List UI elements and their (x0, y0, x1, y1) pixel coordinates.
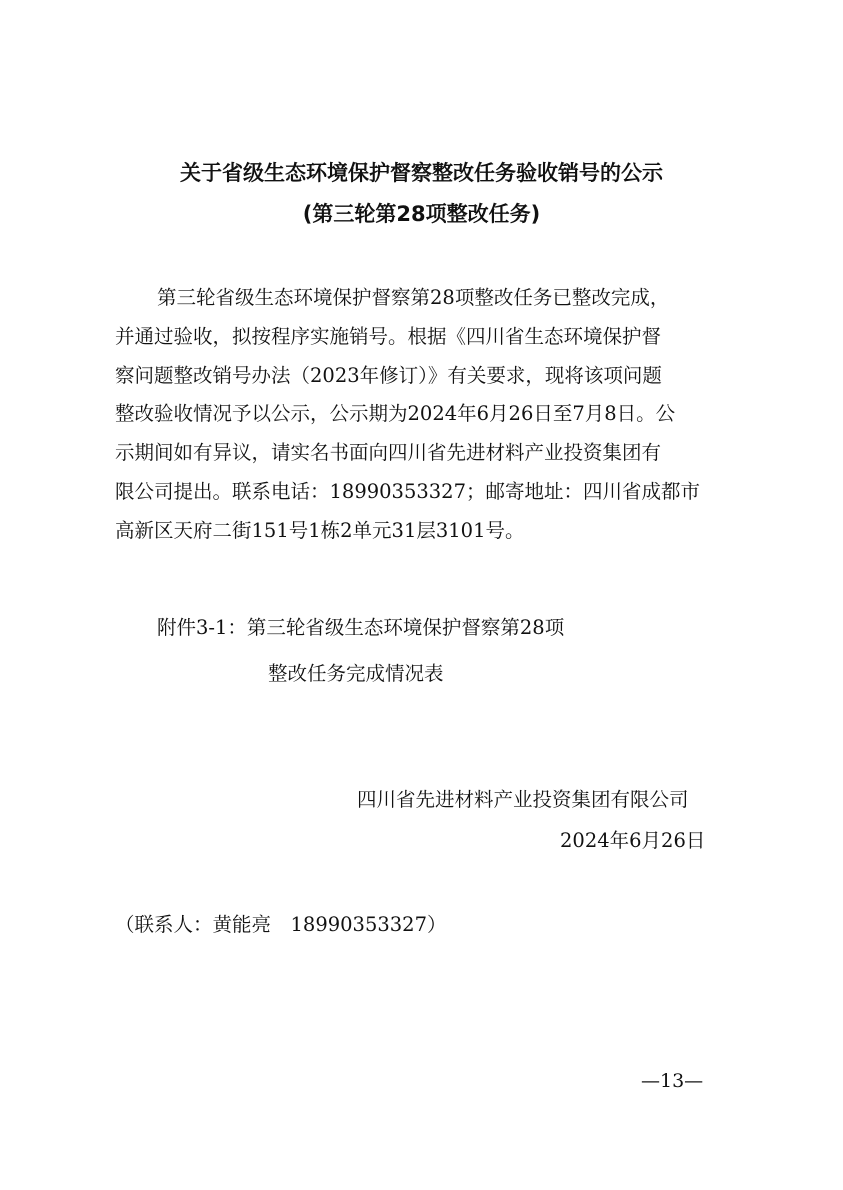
document-title: 关于省级生态环境保护督察整改任务验收销号的公示 (180, 161, 663, 185)
body-line-3: 察问题整改销号办法（2023年修订）》有关要求，现将该项问题 (115, 364, 662, 387)
body-line-4: 整改验收情况予以公示，公示期为2024年6月26日至7月8日。公 (115, 402, 676, 425)
body-line-2: 并通过验收，拟按程序实施销号。根据《四川省生态环境保护督 (115, 325, 662, 348)
body-line-7: 高新区天府二街151号1栋2单元31层3101号。 (115, 519, 525, 542)
body-line-6: 限公司提出。联系电话：18990353327；邮寄地址：四川省成都市 (115, 480, 700, 503)
document-subtitle: (第三轮第28项整改任务) (302, 202, 541, 226)
page-number: —13— (641, 1070, 704, 1092)
attachment-line-1: 附件3-1：第三轮省级生态环境保护督察第28项 (157, 616, 565, 639)
body-line-1: 第三轮省级生态环境保护督察第28项整改任务已整改完成， (157, 286, 670, 309)
contact-info: （联系人：黄能亮 18990353327） (115, 913, 447, 936)
signature-date: 2024年6月26日 (560, 829, 706, 852)
attachment-line-2: 整改任务完成情况表 (268, 662, 444, 685)
body-line-5: 示期间如有异议，请实名书面向四川省先进材料产业投资集团有 (115, 441, 662, 464)
signature-organization: 四川省先进材料产业投资集团有限公司 (357, 788, 689, 811)
